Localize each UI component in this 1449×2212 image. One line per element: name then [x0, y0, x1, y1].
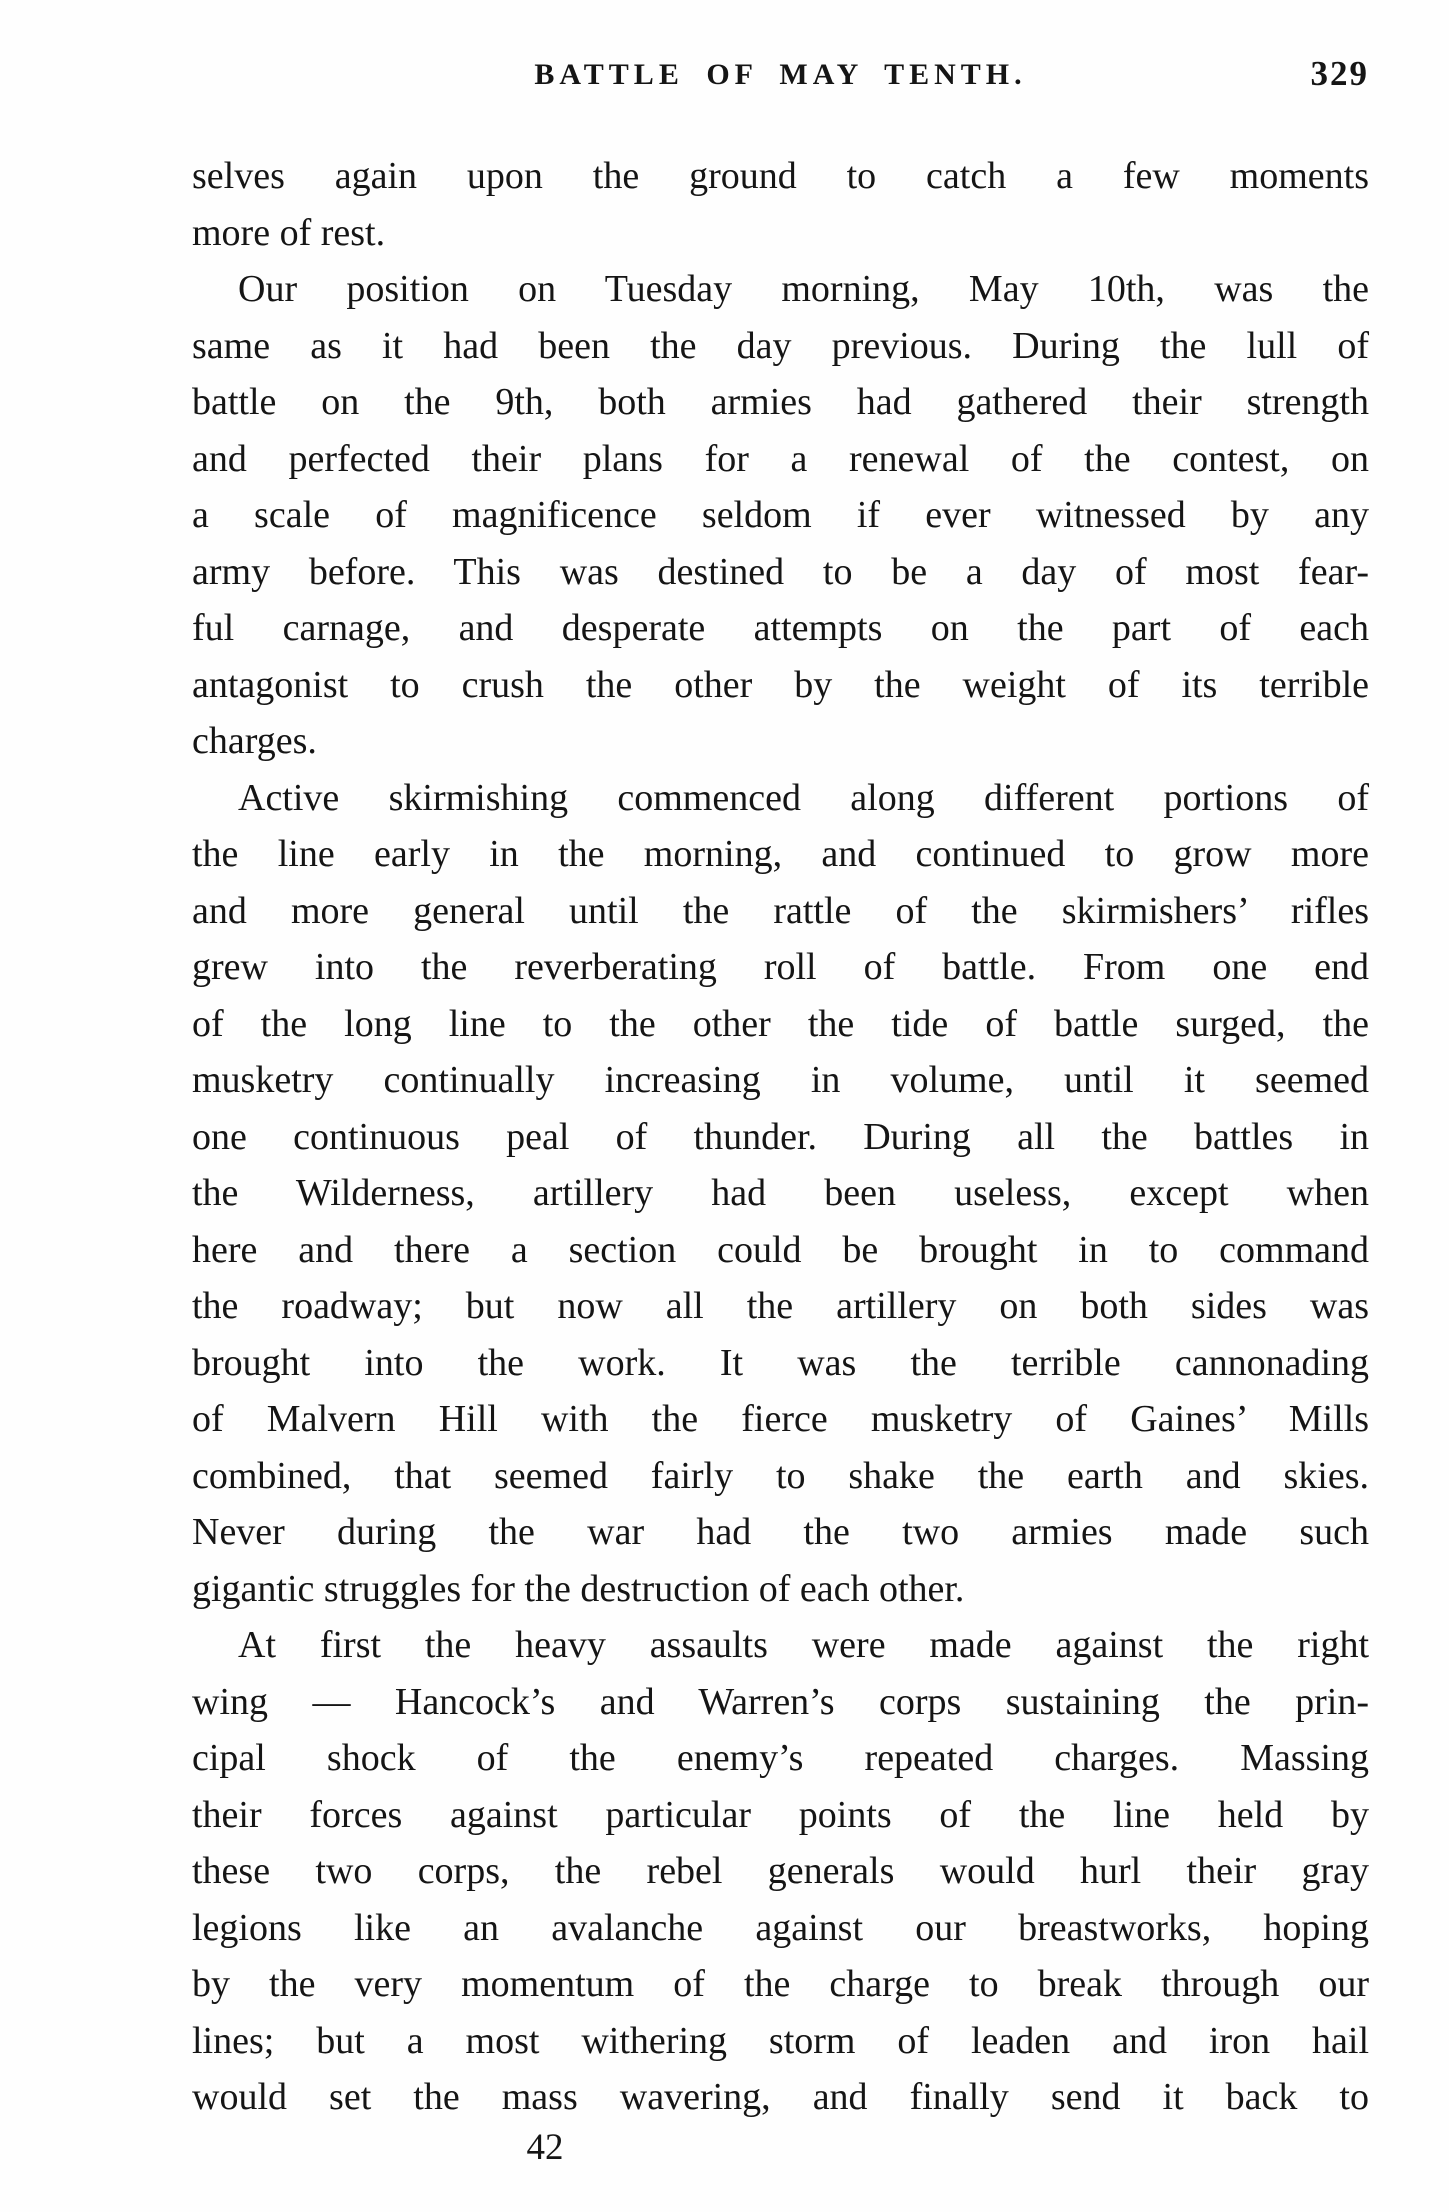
text-line: Never during the war had the two armies made such	[192, 1511, 1369, 1553]
text-line: Our position on Tuesday morning, May 10th, was the	[238, 268, 1369, 310]
text-line: battle on the 9th, both armies had gathered their strength	[192, 381, 1369, 423]
text-line: musketry continually increasing in volume, until it seemed	[192, 1059, 1369, 1101]
text-line: of the long line to the other the tide of battle surged, the	[192, 1002, 1369, 1045]
text-line: these two corps, the rebel generals would hurl their gray	[192, 1850, 1369, 1892]
text-line: of Malvern Hill with the fierce musketry of Gaines’ Mills	[192, 1398, 1369, 1440]
text-line: one continuous peal of thunder. During all the battles in	[192, 1115, 1369, 1158]
text-line: here and there a section could be brought in to command	[192, 1228, 1369, 1271]
text-line: would set the mass wavering, and finally send it back to	[192, 2076, 1369, 2118]
text-line: antagonist to crush the other by the weight of its terrible	[192, 663, 1369, 706]
paragraph	[192, 148, 1369, 261]
text-line: by the very momentum of the charge to break through our	[192, 1963, 1369, 2005]
text-line: and perfected their plans for a renewal of the contest, on	[192, 437, 1369, 480]
signature-mark: 42	[526, 2127, 564, 2168]
running-header	[192, 54, 1369, 102]
paragraph	[192, 770, 1369, 1618]
text-line: more of rest.	[192, 211, 386, 254]
text-line: brought into the work. It was the terrible cannonading	[192, 1341, 1369, 1384]
text-line: same as it had been the day previous. During the lull of	[192, 324, 1369, 367]
text-line: a scale of magnificence seldom if ever witnessed by any	[192, 494, 1369, 536]
text-line: lines; but a most withering storm of leaden and iron hail	[192, 2019, 1369, 2062]
text-line: legions like an avalanche against our breastworks, hoping	[192, 1906, 1369, 1949]
text-line: grew into the reverberating roll of battle. From one end	[192, 946, 1369, 988]
text-line: ful carnage, and desperate attempts on the part of each	[192, 607, 1369, 649]
text-line: their forces against particular points of the line held by	[192, 1793, 1369, 1836]
paragraph	[192, 1617, 1369, 2126]
text-line: combined, that seemed fairly to shake the earth and skies.	[192, 1454, 1369, 1497]
page-header-title: BATTLE OF MAY TENTH.	[534, 58, 1027, 91]
text-line: army before. This was destined to be a day of most fear-	[192, 550, 1369, 593]
page-number: 329	[1310, 54, 1369, 93]
text-line: the Wilderness, artillery had been useless, except when	[192, 1172, 1369, 1214]
page-body	[192, 148, 1369, 2126]
paragraph	[192, 261, 1369, 770]
text-line: wing — Hancock’s and Warren’s corps sustaining the prin-	[192, 1680, 1369, 1723]
text-line: the line early in the morning, and continued to grow more	[192, 833, 1369, 875]
text-line: the roadway; but now all the artillery on both sides was	[192, 1285, 1369, 1327]
text-line: and more general until the rattle of the skirmishers’ rifles	[192, 889, 1369, 932]
text-line: At first the heavy assaults were made against the right	[238, 1624, 1369, 1666]
text-line: gigantic struggles for the destruction of each other.	[192, 1567, 965, 1610]
text-line: cipal shock of the enemy’s repeated charges. Massing	[192, 1737, 1369, 1779]
text-line: Active skirmishing commenced along different portions of	[238, 776, 1369, 819]
text-line: selves again upon the ground to catch a few moments	[192, 155, 1369, 197]
text-line: charges.	[192, 720, 317, 762]
